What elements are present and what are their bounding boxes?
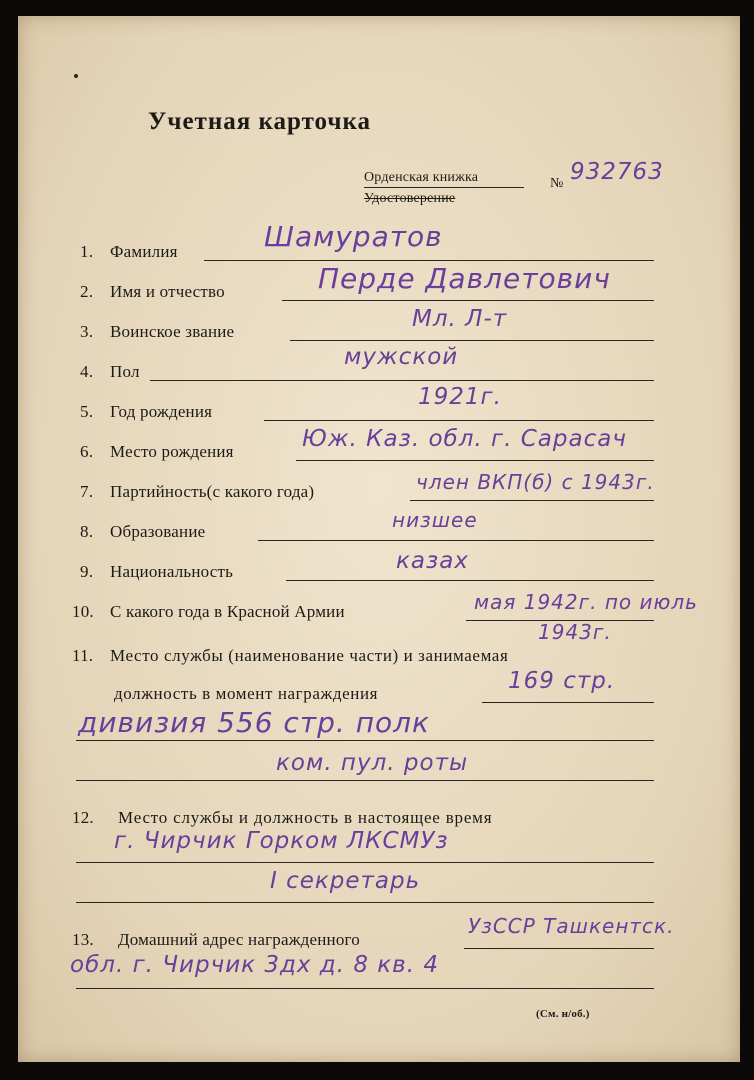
rank-value: Мл. Л-т <box>412 306 508 332</box>
current-service-value: г. Чирчик Горком ЛКСМУз <box>114 828 449 854</box>
fill-line <box>76 740 654 741</box>
certificate-label: Удостоверение <box>364 191 456 206</box>
fill-line <box>76 862 654 863</box>
card-title: Учетная карточка <box>148 108 372 135</box>
name-value: Перде Давлетович <box>318 262 611 295</box>
fill-line <box>290 340 654 341</box>
party-value: член ВКП(б) с 1943г. <box>416 470 655 494</box>
field-label: Год рождения <box>110 402 213 421</box>
field-number: 5. <box>80 402 94 421</box>
field-label: Имя и отчество <box>110 282 225 301</box>
field-label: Место службы и должность в настоящее время <box>118 808 493 827</box>
sex-value: мужской <box>344 344 459 370</box>
service-value-3: ком. пул. роты <box>276 750 469 776</box>
field-label-2: должность в момент награждения <box>114 684 379 703</box>
order-book-number: 932763 <box>570 159 664 185</box>
fill-line <box>150 380 654 381</box>
birth-year-value: 1921г. <box>418 384 502 410</box>
field-number: 11. <box>72 646 94 665</box>
field-label: Место службы (наименование части) и занимаемая <box>110 646 509 665</box>
education-value: низшее <box>392 508 478 532</box>
field-number: 9. <box>80 562 94 581</box>
field-number: 6. <box>80 442 94 461</box>
field-label: С какого года в Красной Армии <box>110 602 345 621</box>
birthplace-value: Юж. Каз. обл. г. Сарасач <box>302 426 627 452</box>
header-divider <box>364 187 524 188</box>
field-number: 13. <box>72 930 94 949</box>
field-label: Домашний адрес награжденного <box>118 930 360 949</box>
field-label: Пол <box>110 362 140 381</box>
fill-line <box>482 702 654 703</box>
fill-line <box>76 902 654 903</box>
record-card <box>18 16 740 1062</box>
fill-line <box>464 948 654 949</box>
field-number: 10. <box>72 602 94 621</box>
field-number: 3. <box>80 322 94 341</box>
field-number: 8. <box>80 522 94 541</box>
field-label: Партийность(с какого года) <box>110 482 315 501</box>
field-label: Национальность <box>110 562 234 581</box>
service-value: 169 стр. <box>508 668 616 694</box>
field-number: 12. <box>72 808 94 827</box>
fill-line <box>204 260 654 261</box>
surname-value: Шамуратов <box>264 220 443 253</box>
fill-line <box>264 420 654 421</box>
field-number: 7. <box>80 482 94 501</box>
fill-line <box>76 780 654 781</box>
field-label: Образование <box>110 522 206 541</box>
field-number: 1. <box>80 242 94 261</box>
field-label: Фамилия <box>110 242 178 261</box>
fill-line <box>286 580 654 581</box>
current-service-value-2: I секретарь <box>270 868 421 894</box>
service-value-2: дивизия 556 стр. полк <box>78 706 430 739</box>
fill-line <box>76 988 654 989</box>
address-value: УзССР Ташкентск. <box>468 914 675 938</box>
field-label: Воинское звание <box>110 322 235 341</box>
fill-line <box>282 300 654 301</box>
field-label: Место рождения <box>110 442 234 461</box>
address-value-2: обл. г. Чирчик 3дх д. 8 кв. 4 <box>70 952 439 978</box>
army-since-value: мая 1942г. по июль <box>474 590 698 614</box>
see-reverse-note: (См. н/об.) <box>536 1008 590 1020</box>
field-number: 2. <box>80 282 94 301</box>
fill-line <box>258 540 654 541</box>
army-since-value-2: 1943г. <box>538 620 612 644</box>
fill-line <box>296 460 654 461</box>
number-prefix: № <box>550 176 564 191</box>
field-number: 4. <box>80 362 94 381</box>
order-book-label: Орденская книжка <box>364 170 479 185</box>
nationality-value: казах <box>396 548 469 574</box>
ink-dot <box>74 74 78 78</box>
fill-line <box>410 500 654 501</box>
